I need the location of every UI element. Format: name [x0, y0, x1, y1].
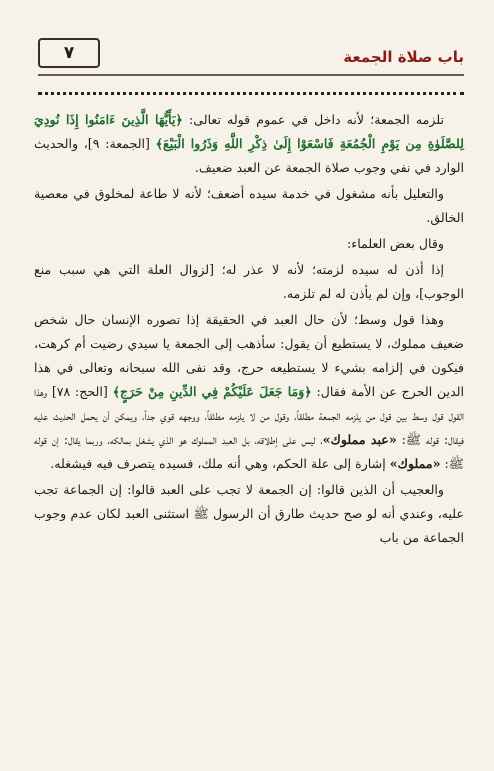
body-text [34, 108, 464, 552]
paragraph-text: [الجمعة: ٩]، والحديث الوارد في نفي وجوب صلاة الجمعة عن العبد ضعيف. [34, 136, 464, 175]
paragraph-p4 [34, 258, 464, 306]
paragraph-text: [الحج: ٧٨] وهذا القول قول وسط بين قول من يلزمه الجمعة مطلقاً، وقول من لا يلزمه مطلقاً، ووجهه قوي جداً، ويمكن أن يحمل الحديث عليه فيقال: قوله ﷺ: [34, 384, 464, 447]
paragraph-text: تلزمه الجمعة؛ لأنه داخل في عموم قوله تعالى: [182, 112, 444, 127]
paragraph-text: إشارة إلى علة الحكم، وهي أنه ملك، فسيده يتصرف فيه فيشغله. [50, 456, 390, 471]
paragraph-text: إذا أذن له سيده لزمته؛ لأنه لا عذر له؛ [لزوال العلة التي هي سبب منع الوجوب]، وإن لم يأذن له لم تلزمه. [34, 262, 464, 301]
page-header [38, 38, 464, 70]
page-number: ٧ [38, 38, 100, 68]
dotted-divider [38, 92, 464, 95]
paragraph-text: وهذا قول وسط؛ لأن حال العبد في الحقيقة إذا تصوره الإنسان حال شخص ضعيف مملوك، لا يستطيع أن يقول: سأذهب إلى الجمعة يا سيدي رضيت أم كرهت، فيكون في إلزامه بشيء لا يستطيعه حرج، وقد نفى الله سبحانه وتعالى في هذا الدين الحرج عن الأمة فقال: [34, 312, 465, 399]
paragraph-p1 [34, 108, 464, 180]
hadith-quote: «مملوك» [389, 456, 441, 471]
paragraph-text: ، ليس على إطلاقه، بل العبد المملوك هو الذي يشغل بمالكه، وربما يقال: إن قوله ﷺ: [34, 432, 464, 471]
hadith-quote: «عبد مملوك» [322, 432, 397, 447]
quran-verse: ﴿وَمَا جَعَلَ عَلَيْكُمْ فِي الدِّينِ مِنْ حَرَجٍ﴾ [112, 384, 312, 399]
chapter-title: باب صلاة الجمعة [343, 48, 464, 66]
paragraph-p5 [34, 308, 464, 476]
quran-verse: ﴿يَأَيُّهَا الَّذِينَ ءَامَنُوا إِذَا نُودِيَ لِلصَّلَوٰةِ مِن يَوْمِ الْجُمُعَةِ فَاسْعَوْا إِلَىٰ ذِكْرِ اللَّهِ وَذَرُوا الْبَيْعَ﴾ [34, 112, 464, 151]
paragraph-text: وقال بعض العلماء: [347, 236, 444, 251]
paragraph-text: والتعليل بأنه مشغول في خدمة سيده أضعف؛ لأنه لا طاعة لمخلوق في معصية الخالق. [34, 186, 464, 225]
paragraph-p3 [34, 232, 464, 256]
paragraph-text: والعجيب أن الذين قالوا: إن الجمعة لا تجب على العبد قالوا: إن الجماعة تجب عليه، وعندي أنه لو صح حديث طارق أن الرسول ﷺ استثنى العبد لكان عدم وجوب الجماعة من باب [34, 482, 464, 545]
paragraph-p2 [34, 182, 464, 230]
header-rule [38, 74, 464, 76]
paragraph-p6 [34, 478, 464, 550]
